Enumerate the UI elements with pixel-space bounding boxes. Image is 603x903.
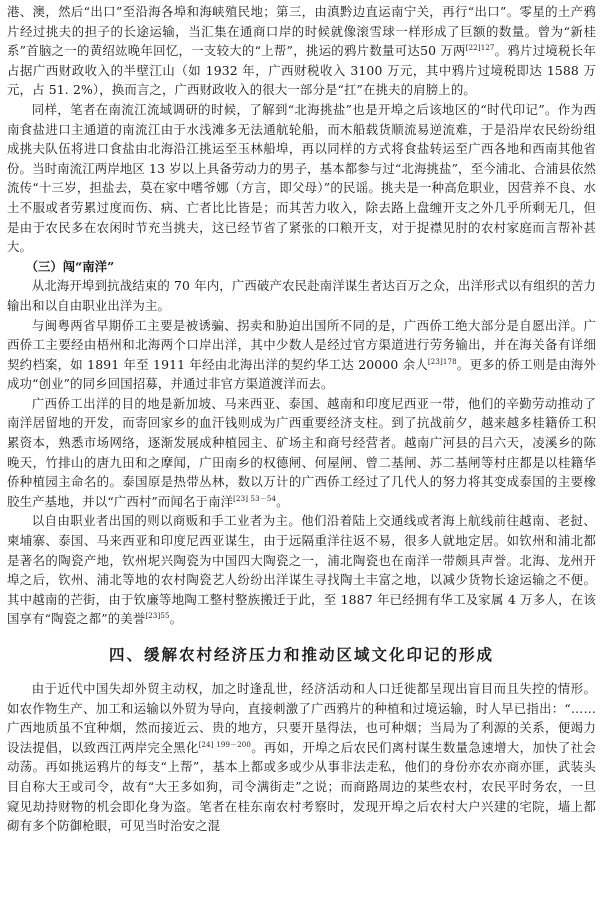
body-paragraph [7, 511, 596, 629]
text-run: 广西侨工出洋的目的地是新加坡、马来西亚、泰国、越南和印度尼西亚一带，他们的辛勤劳动推动了南洋居留地的开发，而寄回家乡的血汗钱则成为广西重要经济支柱。到了抗战前夕，越来越多桂籍侨工积累资本，熟悉市场网络，逐渐发展成种植园主、矿场主和商号经营者。越南广河县的吕六天，凌溪乡的陈晚天，竹排山的唐九田和之摩闻，广田南乡的权德闸、何屋闸、曾二基闸、苏二基闸等村庄都是以桂籍华侨种植园主命名的。泰国原是热带丛林，数以万计的广西侨工经过了几代人的努力将其变成泰国的主要橡胶生产基地，并以“广西村”而闻名于南洋 [7, 395, 596, 509]
text-run: （三）闯“南洋” [25, 258, 115, 274]
body-paragraph [7, 100, 596, 257]
subsection-heading [7, 257, 596, 277]
citation-ref: [23] 53－54 [233, 494, 277, 503]
citation-ref: [22]127 [465, 44, 495, 53]
text-run: 四、缓解农村经济压力和推动区域文化印记的形成 [108, 646, 494, 664]
text-run: 以自由职业者出国的则以商贩和手工业者为主。他们沿着陆上交通线或者海上航线前往越南、老挝、柬埔寨、泰国、马来西亚和印度尼西亚谋生，由于远隔重洋往返不易，很多人就地定居。如钦州和浦北都是著名的陶瓷产地，钦州坭兴陶瓷为中国四大陶瓷之一，浦北陶瓷也在南洋一带颇具声誉。北海、龙州开埠之后，钦州、浦北等地的农村陶瓷艺人纷纷出洋谋生寻找陶土丰富之地，以减少货物长途运输之不便。其中越南的芒街，由于钦廉等地陶工整村整族搬迁于此，至 1887 年已经拥有华工及家属 4 万多人，在该国享有“陶瓷之都”的美誉 [7, 513, 596, 627]
text-run: 。再如，开埠之后农民们离村谋生数量急速增大，加快了社会动荡。再如挑运鸦片的每支“上帮”，基本上都或多或少从事非法走私，他们的身份亦农亦商亦匪，武装头目自称大王或司令，故有“大王多如狗，司令满街走”之说；而商路周边的某些农村，农民平时务农，一旦窥见劫持财物的机会即化身为盗。笔者在桂东南农村考察时，发现开埠之后农村大户兴建的宅院，墙上都砌有多个防御枪眼，可见当时治安之混 [7, 739, 596, 834]
text-run: 。鸦片过境税长年占据广西财政收入的半壁江山（如 1932 年，广西财税收入 3100 万元，其中鸦片过境税即达 1588 万元，占 51. 2%），换而言之，广西财政收入的很大一部分是“扛”在挑夫的肩膀上的。 [7, 43, 597, 98]
citation-ref: [23]178 [427, 357, 457, 366]
text-run: 由于近代中国失却外贸主动权，加之时逢乱世，经济活动和人口迁徙都呈现出盲目而且失控的情形。如农作物生产、加工和运输以外贸为导向，直接刺激了广西鸦片的种植和过境运输，时人早已指出：“……广西地质虽不宜种烟，然而接近云、贵的地方，只要开垦得法，也可种烟；当局为了利源的关系，便竭力设法提倡，以致西江两岸完全黑化 [7, 681, 596, 755]
body-paragraph [7, 276, 596, 315]
text-run: 同样，笔者在南流江流域调研的时候，了解到“北海挑盐”也是开埠之后该地区的“时代印记”。作为西南食盐进口主通道的南流江由于水浅滩多无法通航轮船，而木船载货顺流易逆流难，于是沿岸农民纷纷组成挑夫队伍将进口食盐由北海沿江挑运至玉林船埠，再以同样的方式将食盐转运至广西各地和西南其他省份。当时南流江两岸地区 13 岁以上具备劳动力的男子，基本都参与过“北海挑盐”，至今浦北、合浦县依然流传“十三岁，担盐去，莫在家中嗜爷娜（方言，即父母）”的民谣。挑夫是一种高危职业，因营养不良、水土不服或者劳累过度而伤、病、亡者比比皆是；而其苦力收入，除去路上盘缠开支之外几乎所剩无几，但是由于农民多在农闲时节充当挑夫，这已经节省了紧张的口粮开支，对于捉襟见肘的农村家庭而言帮补甚大。 [7, 101, 596, 255]
text-run: 从北海开埠到抗战结束的 70 年内，广西破产农民赴南洋谋生者达百万之众，出洋形式以有组织的苦力输出和以自由职业出洋为主。 [7, 278, 596, 313]
section-heading [7, 643, 596, 665]
body-paragraph [7, 2, 596, 100]
body-paragraph [7, 679, 596, 836]
body-paragraph [7, 394, 596, 512]
text-run: 。 [169, 611, 183, 627]
text-run: 与闽粤两省早期侨工主要是被诱骗、拐卖和胁迫出国所不同的是，广西侨工绝大部分是自愿出洋。广西侨工主要经由梧州和北海两个口岸出洋，其中少数人是经过官方渠道进行劳务输出，并在海关备有详细契约档案，如 1891 年至 1911 年经由北海出洋的契约华工达 20000 余人 [7, 317, 596, 372]
text-run: 港、澳，然后“出口”至沿海各埠和海峡殖民地；第三，由滇黔边直运南宁关，再行“出口”。零星的土产鸦片经过挑夫的担子的长途运输，当汇集在通商口岸的时候就像滚雪球一样形成了巨额的数量。曾为“新桂系”首脑之一的黄绍竑晚年回忆，一支较大的“上帮”，挑运的鸦片数量可达50 万两 [7, 4, 596, 59]
citation-ref: [24] 199－200 [198, 740, 252, 749]
body-paragraph [7, 316, 596, 394]
text-run: 。 [276, 493, 289, 509]
citation-ref: [23]55 [145, 612, 170, 621]
text-run: 。更多的侨工则是由海外成功“创业”的同乡回国招募，并通过非官方渠道渡洋而去。 [7, 356, 596, 392]
